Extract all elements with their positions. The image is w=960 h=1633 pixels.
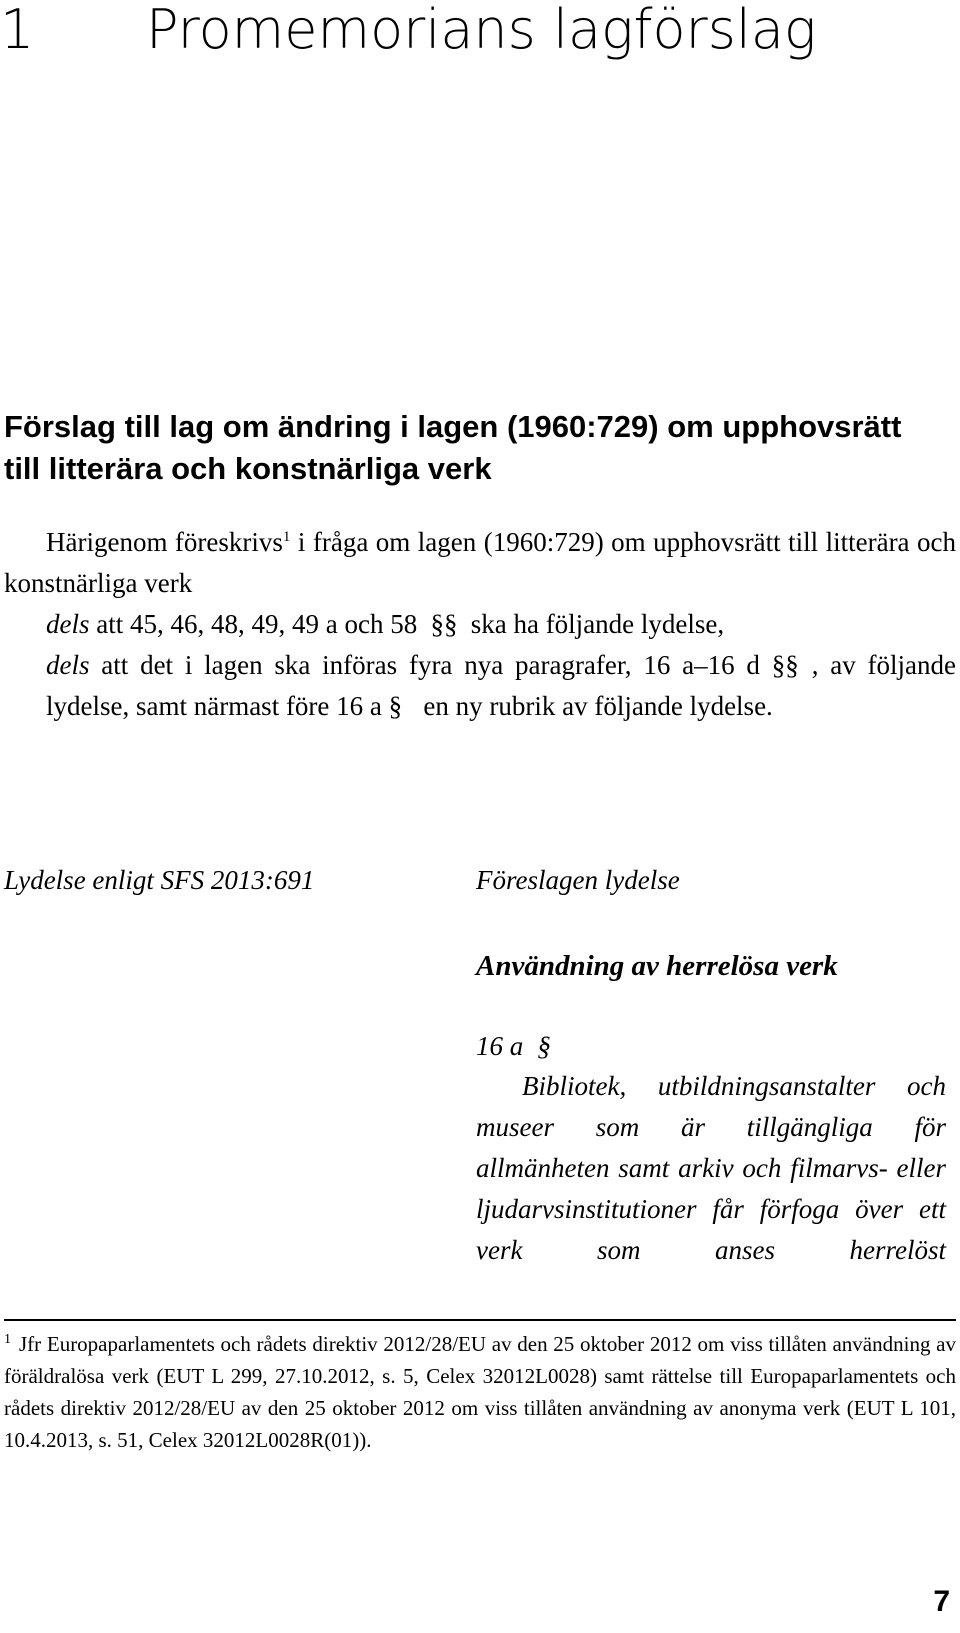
section-body xyxy=(476,1066,946,1271)
dels2-mid: , av följande lydelse, samt närmast före 16 a xyxy=(46,650,956,721)
dels1-text: att 45, 46, 48, 49, 49 a och 58 xyxy=(89,609,424,639)
section-number-text: 16 a xyxy=(476,1031,524,1061)
section-sign-icon: § xyxy=(388,691,403,721)
chapter-title: Promemorians lagförslag xyxy=(146,0,817,61)
intro-paragraph xyxy=(4,522,956,604)
section-body-text: Bibliotek, utbildningsanstalter och museer som är tillgängliga för allmänheten samt arkiv och filmarvs- eller ljudarvsinstitutioner får förfoga över ett verk som anses herrelöst xyxy=(476,1071,946,1265)
column-header-proposed: Föreslagen lydelse xyxy=(476,865,680,895)
chapter-number: 1 xyxy=(0,0,35,61)
section-number xyxy=(476,1026,558,1066)
intro-lead-rest: i fråga om lagen (1960:729) om upphovsrätt till litterära och konstnärliga verk xyxy=(4,527,957,598)
section-sign-icon: §§ xyxy=(771,650,799,680)
dels2-end: en ny rubrik av följande lydelse. xyxy=(416,691,773,721)
footnote xyxy=(4,1328,956,1456)
dels-clause-1 xyxy=(4,604,956,645)
law-proposal-title: Förslag till lag om ändring i lagen (1960:729) om upphovsrätt till litterära och konstnärliga verk xyxy=(4,409,902,486)
dels2-text: att det i lagen ska införas fyra nya paragrafer, 16 a–16 d xyxy=(89,650,772,680)
dels1-end: ska ha följande lydelse, xyxy=(463,609,725,639)
section-sign-icon: § xyxy=(537,1031,551,1061)
intro-text xyxy=(4,522,956,727)
chapter-heading xyxy=(0,0,816,60)
intro-lead: Härigenom föreskrivs xyxy=(46,527,283,557)
column-header-current: Lydelse enligt SFS 2013:691 xyxy=(4,865,315,895)
footnote-divider xyxy=(4,1319,956,1321)
footnote-mark: 1 xyxy=(4,1332,11,1347)
footnote-reference: 1 xyxy=(282,529,291,545)
dels-clause-2 xyxy=(4,645,956,727)
dels-word: dels xyxy=(46,609,90,639)
section-rubric: Användning av herrelösa verk xyxy=(476,950,838,982)
footnote-text: Jfr Europaparlamentets och rådets direktiv 2012/28/EU av den 25 oktober 2012 om viss tillåten användning av föräldralösa verk (EUT L 299, 27.10.2012, s. 5, Celex 32012L0028) samt rättelse till Europaparlamentets och rådets direktiv 2012/28/EU av den 25 oktober 2012 om viss tillåten användning av anonyma verk (EUT L 101, 10.4.2013, s. 51, Celex 32012L0028R(01)). xyxy=(4,1332,956,1452)
section-sign-icon: §§ xyxy=(430,609,458,639)
dels-word: dels xyxy=(46,650,90,680)
page-number: 7 xyxy=(933,1585,950,1618)
